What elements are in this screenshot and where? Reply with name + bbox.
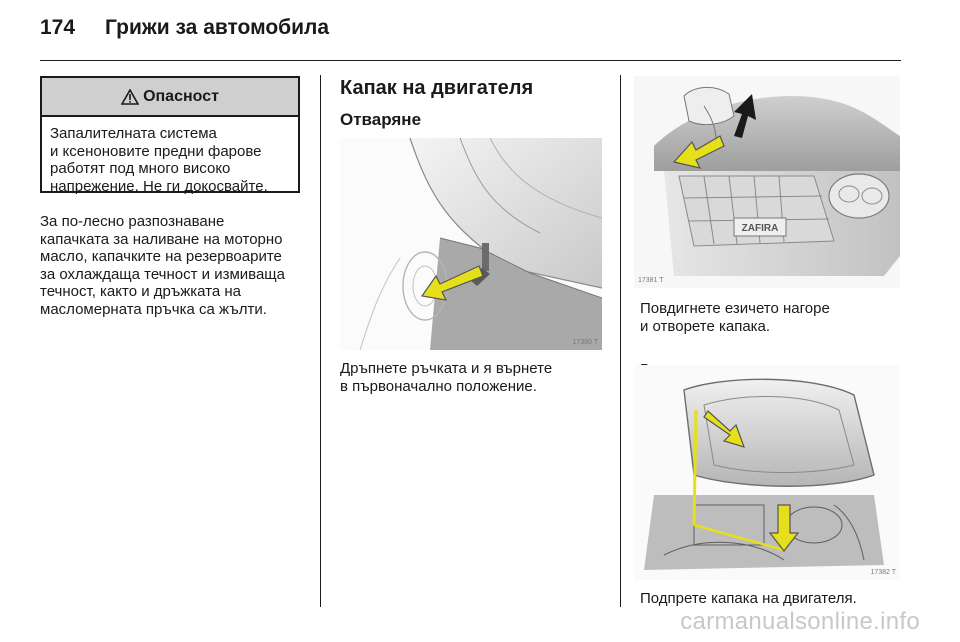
release-lever-illustration bbox=[340, 138, 602, 350]
figure-caption-lever: Дръпнете ръчката и я върнете в първоначално положение. bbox=[340, 360, 553, 395]
page-number: 174 bbox=[40, 16, 76, 39]
warning-triangle-icon bbox=[121, 89, 139, 105]
section-subtitle: Отваряне bbox=[340, 110, 422, 129]
figure-code: 17382 T bbox=[870, 569, 896, 576]
page-header bbox=[40, 16, 329, 40]
hood-catch-illustration bbox=[634, 76, 900, 288]
warning-header bbox=[42, 78, 298, 117]
column-divider-right bbox=[620, 75, 621, 607]
yellow-caps-note: За по-лесно разпознаване капачката за наливане на моторно масло, капачките на резервоарите за охлаждаща течност и измиваща течност, както и дръжката на масломерната пръчка са жълти. bbox=[40, 213, 285, 318]
danger-warning-box bbox=[40, 76, 300, 193]
figure-hood-support bbox=[634, 365, 900, 580]
zafira-emblem: ZAFIRA bbox=[741, 223, 779, 234]
section-title: Капак на двигателя bbox=[340, 77, 534, 99]
figure-hood-catch bbox=[634, 76, 900, 288]
warning-text: Запалителната система и ксеноновите предни фарове работят под много високо напрежение. Не ги докосвайте. bbox=[50, 125, 268, 195]
header-rule bbox=[40, 60, 901, 61]
warning-title: Опасност bbox=[143, 87, 219, 105]
figure-caption-hood-catch: Повдигнете езичето нагоре и отворете капака. bbox=[640, 300, 830, 335]
hood-support-illustration bbox=[634, 365, 900, 580]
watermark: carmanualsonline.info bbox=[680, 608, 920, 635]
figure-code: 17381 T bbox=[638, 277, 664, 284]
figure-release-lever bbox=[340, 138, 602, 350]
figure-code: 17380 T bbox=[572, 339, 598, 346]
column-divider-left bbox=[320, 75, 321, 607]
figure-caption-hood-support: Подпрете капака на двигателя. bbox=[640, 590, 857, 607]
page-title: Грижи за автомобила bbox=[105, 16, 330, 39]
